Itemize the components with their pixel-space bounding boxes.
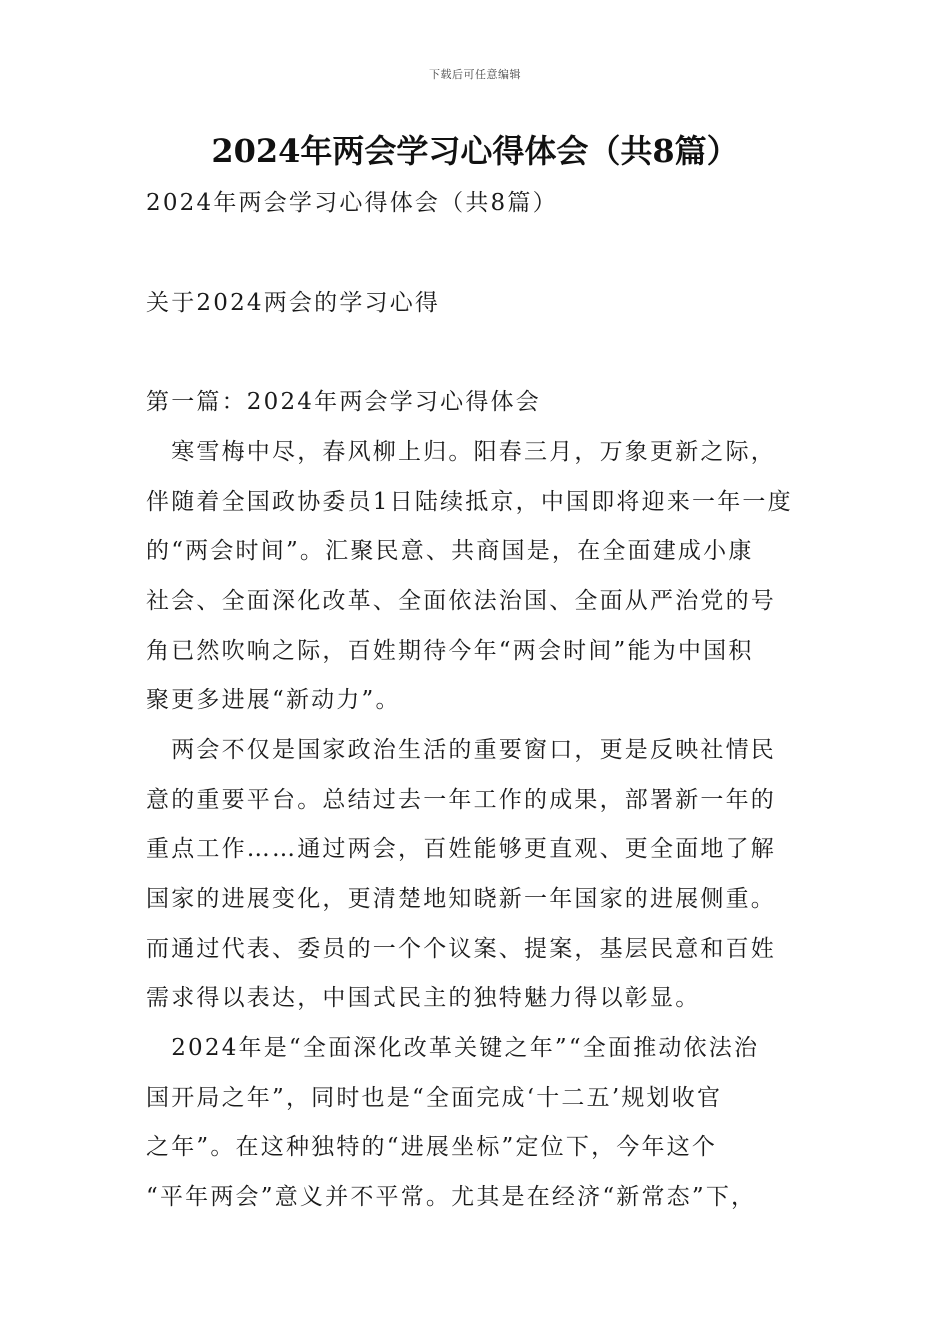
header-note: 下载后可任意编辑 xyxy=(429,68,521,81)
paragraph-line: 而通过代表、委员的一个个议案、提案，基层民意和百姓 xyxy=(146,936,776,962)
document-subtitle: 2024年两会学习心得体会（共8篇） xyxy=(146,190,558,216)
section-heading: 关于2024两会的学习心得 xyxy=(146,290,441,316)
paragraph-line: 2024年是“全面深化改革关键之年”“全面推动依法治 xyxy=(146,1035,760,1061)
paragraph-line: 伴随着全国政协委员1日陆续抵京，中国即将迎来一年一度 xyxy=(146,489,793,515)
chapter-heading: 第一篇：2024年两会学习心得体会 xyxy=(146,389,541,415)
paragraph-line: 需求得以表达，中国式民主的独特魅力得以彰显。 xyxy=(146,985,701,1011)
paragraph-line: 国家的进展变化，更清楚地知晓新一年国家的进展侧重。 xyxy=(146,886,776,912)
paragraph-line: 寒雪梅中尽，春风柳上归。阳春三月，万象更新之际， xyxy=(146,439,776,465)
paragraph-line: “平年两会”意义并不平常。尤其是在经济“新常态”下， xyxy=(146,1184,757,1210)
paragraph-line: 的“两会时间”。汇聚民意、共商国是，在全面建成小康 xyxy=(146,538,754,564)
paragraph-line: 之年”。在这种独特的“进展坐标”定位下，今年这个 xyxy=(146,1134,718,1160)
paragraph-line: 聚更多进展“新动力”。 xyxy=(146,687,401,713)
paragraph-line: 两会不仅是国家政治生活的重要窗口，更是反映社情民 xyxy=(146,737,776,763)
paragraph-line: 角已然吹响之际，百姓期待今年“两会时间”能为中国积 xyxy=(146,638,754,664)
paragraph-line: 重点工作……通过两会，百姓能够更直观、更全面地了解 xyxy=(146,836,776,862)
paragraph-line: 意的重要平台。总结过去一年工作的成果，部署新一年的 xyxy=(146,787,776,813)
document-title: 2024年两会学习心得体会（共8篇） xyxy=(211,132,739,170)
paragraph-line: 社会、全面深化改革、全面依法治国、全面从严治党的号 xyxy=(146,588,776,614)
paragraph-line: 国开局之年”，同时也是“全面完成‘十二五’规划收官 xyxy=(146,1085,723,1111)
